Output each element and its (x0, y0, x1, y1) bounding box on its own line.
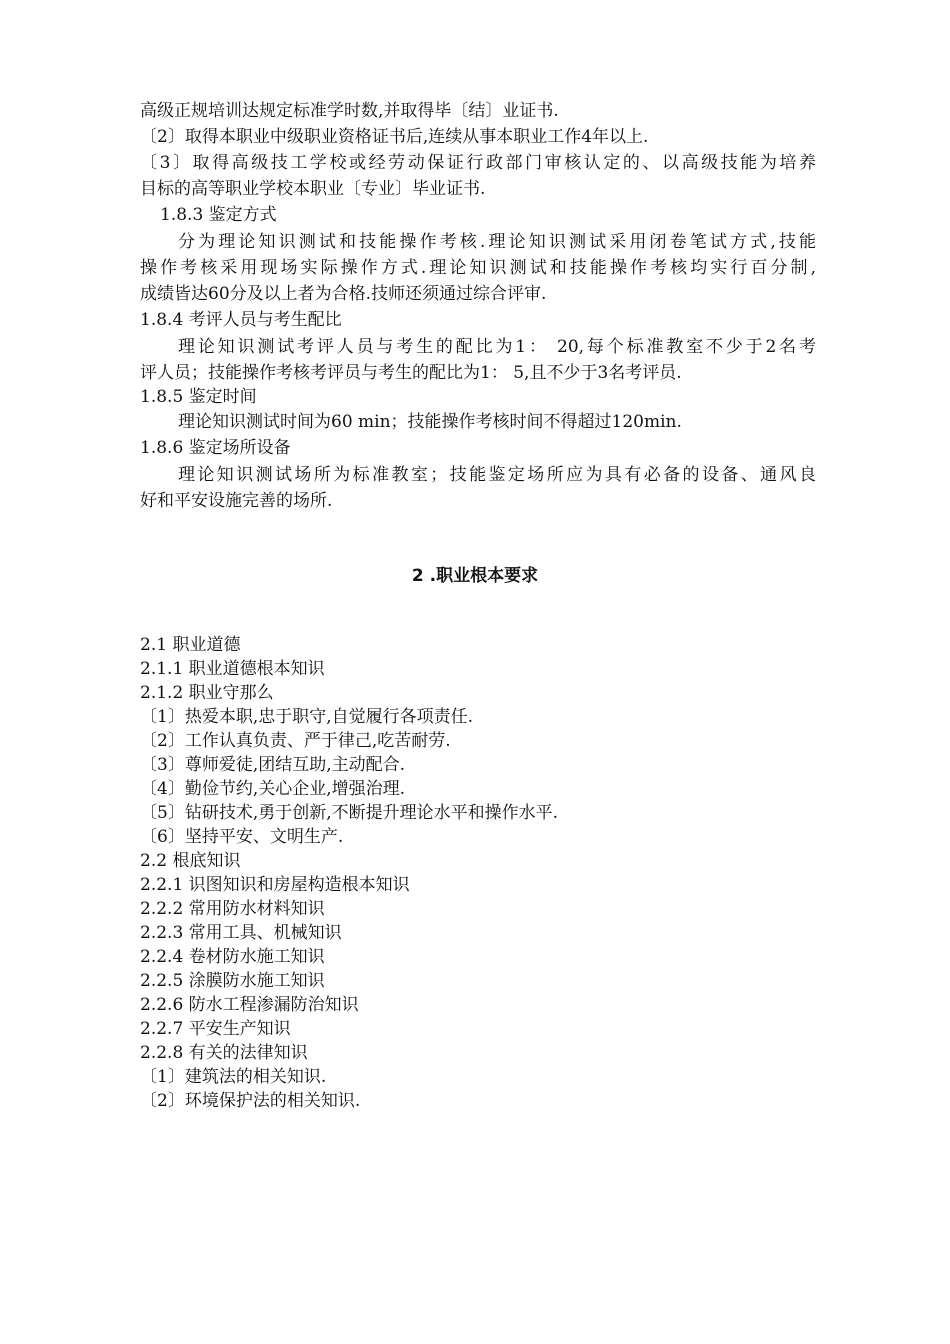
section-heading: 2.2.6 防水工程渗漏防治知识 (140, 995, 359, 1015)
list-item: 〔1〕热爱本职,忠于职守,自觉履行各项责任. (140, 707, 474, 727)
list-item: 〔4〕勤俭节约,关心企业,增强治理. (140, 779, 406, 799)
section-heading: 2.2.8 有关的法律知识 (140, 1043, 308, 1063)
section-heading-2: 2 .职业根本要求 (411, 566, 539, 586)
section-heading-1-8-4: 1.8.4 考评人员与考生配比 (140, 310, 342, 330)
section-heading-1-8-6: 1.8.6 鉴定场所设备 (140, 438, 291, 458)
section-heading-1-8-5: 1.8.5 鉴定时间 (140, 387, 257, 407)
paragraph-line: 好和平安设施完善的场所. (140, 491, 333, 511)
section-heading: 2.1.2 职业守那么 (140, 683, 274, 703)
section-heading: 2.1.1 职业道德根本知识 (140, 659, 325, 679)
list-item: 〔2〕工作认真负责、严于律己,吃苦耐劳. (140, 731, 451, 751)
list-item: 〔2〕环境保护法的相关知识. (140, 1091, 361, 1111)
section-heading: 2.2.3 常用工具、机械知识 (140, 923, 342, 943)
list-item: 〔3〕尊师爱徒,团结互助,主动配合. (140, 755, 406, 775)
paragraph-line: 成绩皆达60分及以上者为合格.技师还须通过综合评审. (140, 284, 547, 304)
section-heading: 2.2.4 卷材防水施工知识 (140, 947, 325, 967)
paragraph-line: 理论知识测试场所为标准教室；技能鉴定场所应为具有必备的设备、通风良 (178, 465, 816, 485)
list-item: 〔3〕取得高级技工学校或经劳动保证行政部门审核认定的、以高级技能为培养 (140, 153, 816, 173)
section-heading: 2.2.5 涂膜防水施工知识 (140, 971, 325, 991)
list-item: 〔5〕钻研技术,勇于创新,不断提升理论水平和操作水平. (140, 803, 559, 823)
paragraph-line: 高级正规培训达规定标准学时数,并取得毕〔结〕业证书. (140, 101, 559, 121)
list-item: 〔2〕取得本职业中级职业资格证书后,连续从事本职业工作4年以上. (140, 127, 649, 147)
paragraph-line: 理论知识测试时间为60 min；技能操作考核时间不得超过120min. (178, 412, 682, 432)
section-heading-1-8-3: 1.8.3 鉴定方式 (160, 205, 277, 225)
paragraph-line: 操作考核采用现场实际操作方式.理论知识测试和技能操作考核均实行百分制, (140, 258, 816, 278)
list-item: 〔6〕坚持平安、文明生产. (140, 827, 344, 847)
paragraph-line: 评人员；技能操作考核考评员与考生的配比为1： 5,且不少于3名考评员. (140, 363, 682, 383)
paragraph-line: 理论知识测试考评人员与考生的配比为1： 20,每个标准教室不少于2名考 (178, 337, 816, 357)
section-heading: 2.1 职业道德 (140, 635, 241, 655)
list-item: 〔1〕建筑法的相关知识. (140, 1067, 327, 1087)
section-heading: 2.2.7 平安生产知识 (140, 1019, 291, 1039)
paragraph-line: 分为理论知识测试和技能操作考核.理论知识测试采用闭卷笔试方式,技能 (178, 232, 816, 252)
section-heading: 2.2 根底知识 (140, 851, 241, 871)
paragraph-line: 目标的高等职业学校本职业〔专业〕毕业证书. (140, 179, 486, 199)
section-heading: 2.2.2 常用防水材料知识 (140, 899, 325, 919)
section-heading: 2.2.1 识图知识和房屋构造根本知识 (140, 875, 410, 895)
